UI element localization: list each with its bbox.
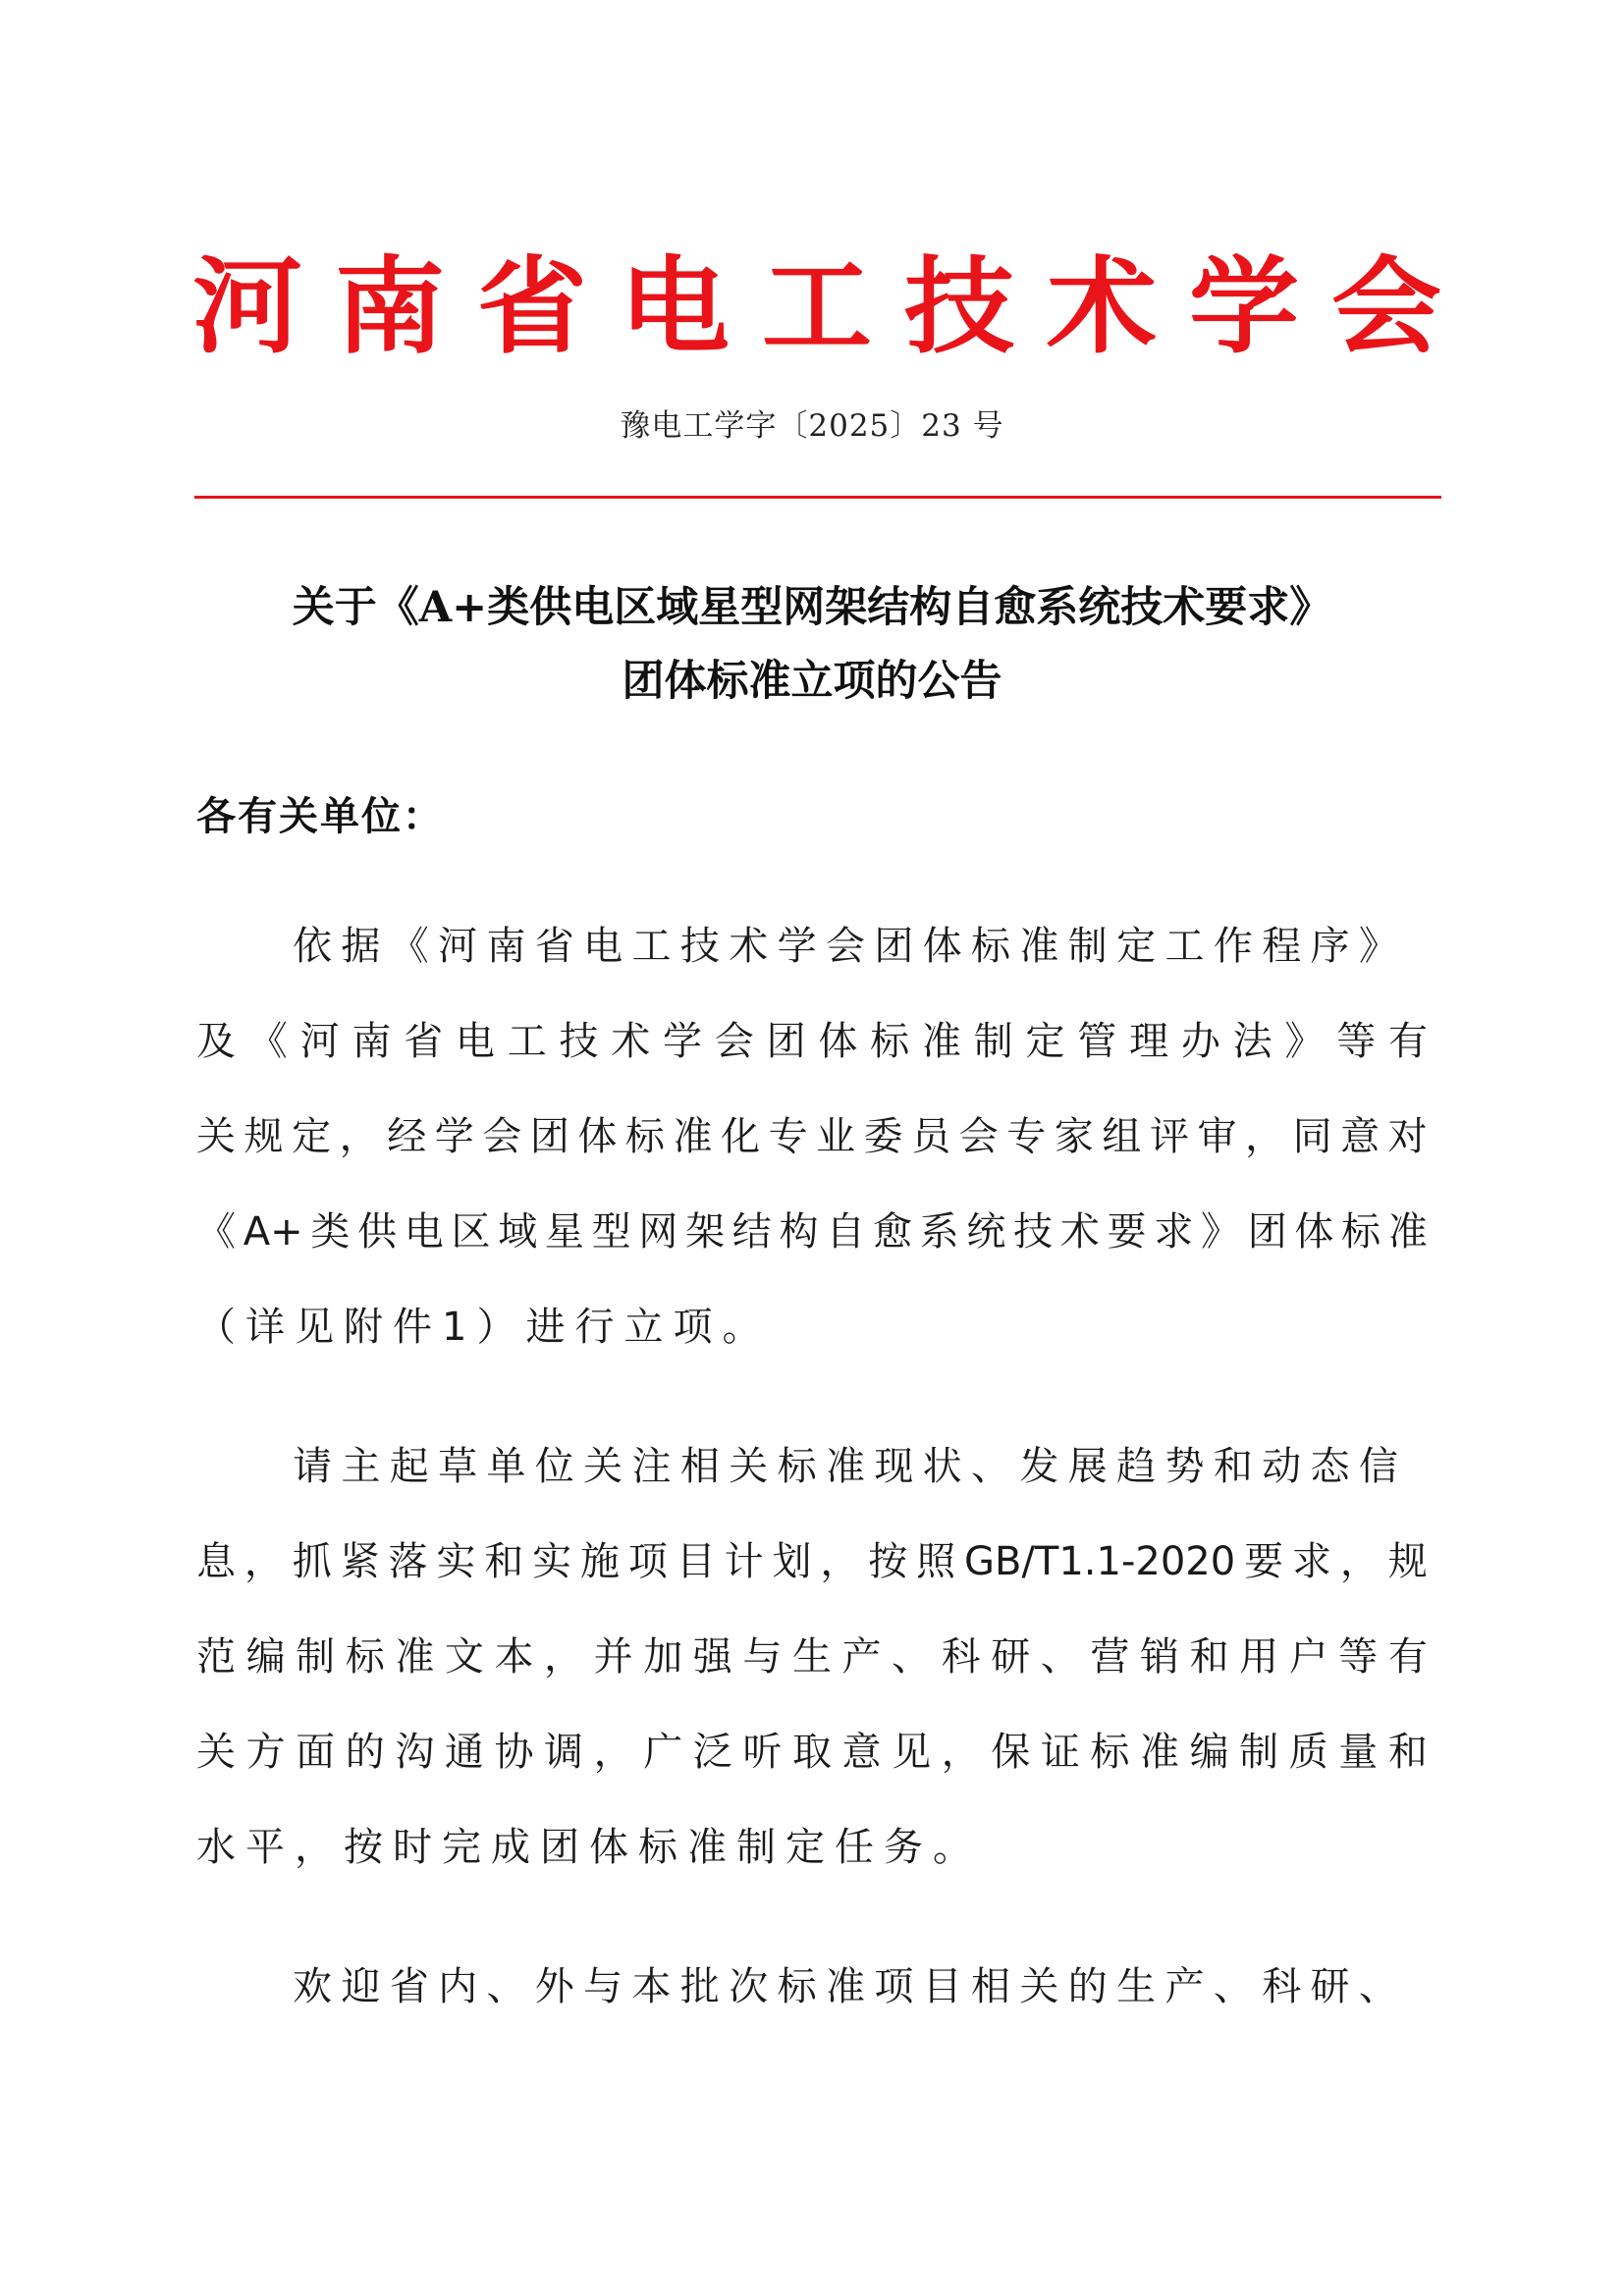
document-number: 豫电工学字〔2025〕23 号 <box>620 408 1004 444</box>
masthead-char: 南 <box>335 246 445 368</box>
title-line-2: 团体标准立项的公告 <box>622 657 1002 706</box>
body-line: 范 编 制 标 准 文 本 ， 并 加 强 与 生 产 、 科 研 、 营 销 和 用 户 等 有 <box>196 1634 1428 1680</box>
masthead-char: 电 <box>620 246 730 368</box>
masthead-char: 工 <box>762 246 872 368</box>
org-masthead <box>192 243 1441 371</box>
masthead-char: 会 <box>1331 246 1441 368</box>
masthead-char: 学 <box>1189 246 1299 368</box>
body-line: 关 规 定 ， 经 学 会 团 体 标 准 化 专 业 委 员 会 专 家 组 评 审 ， 同 意 对 <box>196 1114 1428 1159</box>
title-line-1: 关于《A+类供电区域星型网架结构自愈系统技术要求》 <box>292 583 1332 632</box>
masthead-char: 省 <box>477 246 587 368</box>
salutation: 各有关单位： <box>196 793 444 839</box>
masthead-char: 技 <box>904 246 1014 368</box>
body-line: 《 A+ 类 供 电 区 域 星 型 网 架 结 构 自 愈 系 统 技 术 要 求 》 团 体 标 准 <box>196 1209 1428 1255</box>
masthead-char: 术 <box>1047 246 1157 368</box>
body-line: 依 据 《 河 南 省 电 工 技 术 学 会 团 体 标 准 制 定 工 作 程 序 》 <box>293 924 1398 969</box>
body-line: （详见附件1）进行立项。 <box>196 1305 772 1350</box>
body-line: 关 方 面 的 沟 通 协 调 ， 广 泛 听 取 意 见 ， 保 证 标 准 编 制 质 量 和 <box>196 1730 1428 1775</box>
masthead-char: 河 <box>192 246 302 368</box>
body-line: 息 ， 抓 紧 落 实 和 实 施 项 目 计 划 ， 按 照 GB/T1.1-2020 要 求 ， 规 <box>196 1539 1428 1584</box>
header-divider <box>194 496 1441 499</box>
body-line: 及 《 河 南 省 电 工 技 术 学 会 团 体 标 准 制 定 管 理 办 法 》 等 有 <box>196 1019 1428 1064</box>
body-line: 水平，按时完成团体标准制定任务。 <box>196 1825 982 1870</box>
body-line: 请 主 起 草 单 位 关 注 相 关 标 准 现 状 、 发 展 趋 势 和 动 态 信 <box>293 1444 1398 1489</box>
body-line: 欢 迎 省 内 、 外 与 本 批 次 标 准 项 目 相 关 的 生 产 、 科 研 、 <box>293 1964 1398 2009</box>
